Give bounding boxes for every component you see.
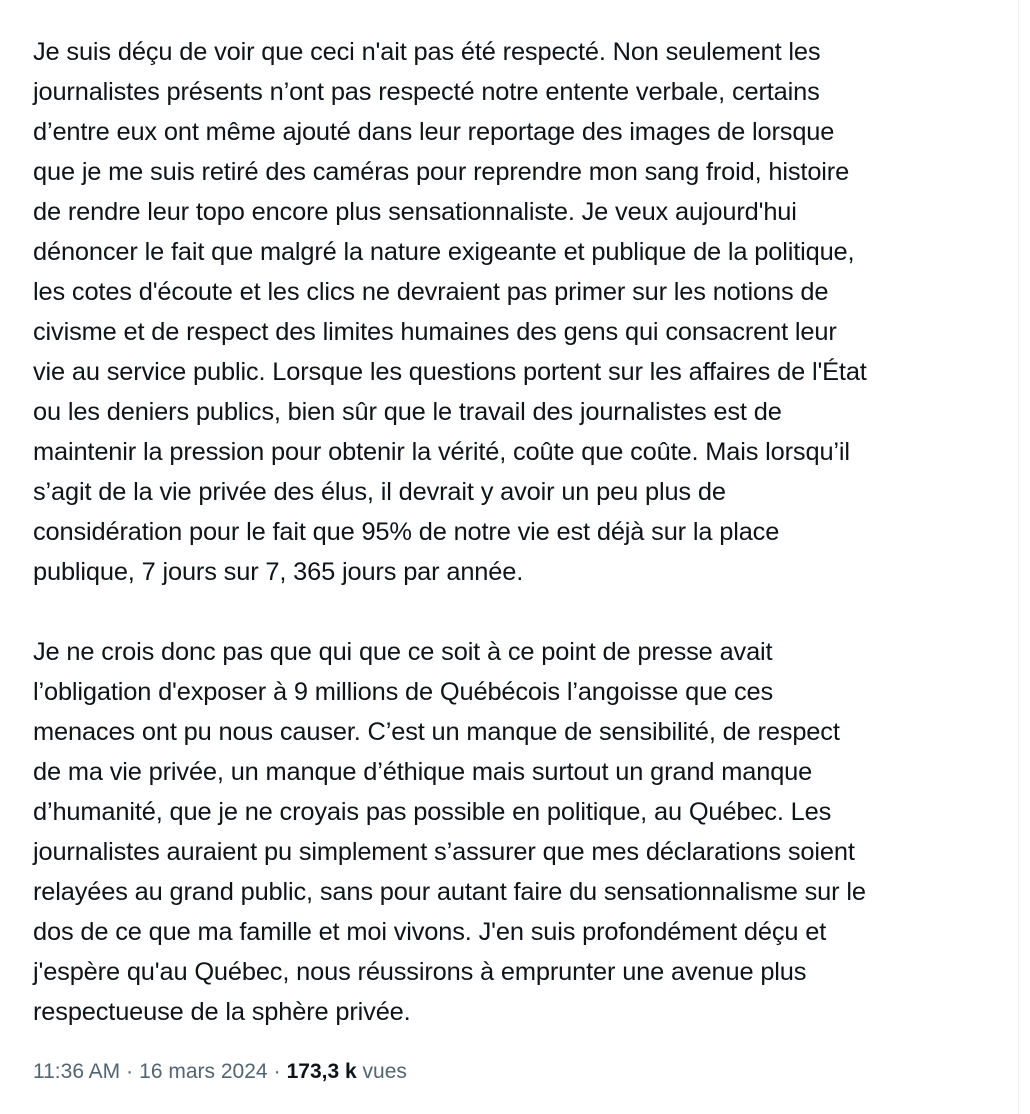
text-line: de ma vie privée, un manque d’éthique mais surtout un grand manque	[33, 758, 813, 786]
separator-dot: ·	[126, 1060, 134, 1083]
separator-dot: ·	[273, 1060, 281, 1083]
text-line: vie au service public. Lorsque les questions portent sur les affaires de l'État	[33, 358, 867, 386]
tweet-time: 11:36 AM	[33, 1060, 121, 1083]
tweet-body-text	[33, 32, 998, 1032]
text-line: j'espère qu'au Québec, nous réussirons à emprunter une avenue plus	[33, 958, 807, 986]
tweet-date: 16 mars 2024	[139, 1060, 268, 1083]
text-line: les cotes d'écoute et les clics ne devraient pas primer sur les notions de	[33, 278, 829, 306]
text-line: Je ne crois donc pas que qui que ce soit à ce point de presse avait	[33, 638, 773, 666]
text-line: que je me suis retiré des caméras pour reprendre mon sang froid, histoire	[33, 158, 850, 186]
text-line: dos de ce que ma famille et moi vivons. J'en suis profondément déçu et	[33, 918, 827, 946]
tweet-paragraph-2	[33, 632, 998, 1032]
text-line: d’humanité, que je ne croyais pas possible en politique, au Québec. Les	[33, 798, 832, 826]
text-line: considération pour le fait que 95% de notre vie est déjà sur la place	[33, 518, 780, 546]
text-line: de rendre leur topo encore plus sensationnaliste. Je veux aujourd'hui	[33, 198, 797, 226]
tweet-metadata	[33, 1057, 407, 1087]
views-label: vues	[362, 1060, 407, 1083]
text-line: journalistes présents n’ont pas respecté notre entente verbale, certains	[33, 78, 820, 106]
text-line: l’obligation d'exposer à 9 millions de Québécois l’angoisse que ces	[33, 678, 774, 706]
text-line: s’agit de la vie privée des élus, il devrait y avoir un peu plus de	[33, 478, 726, 506]
text-line: journalistes auraient pu simplement s’assurer que mes déclarations soient	[33, 838, 855, 866]
text-line: dénoncer le fait que malgré la nature exigeante et publique de la politique,	[33, 238, 855, 266]
text-line: d’entre eux ont même ajouté dans leur reportage des images de lorsque	[33, 118, 835, 146]
text-line: Je suis déçu de voir que ceci n'ait pas été respecté. Non seulement les	[33, 38, 821, 66]
text-line: publique, 7 jours sur 7, 365 jours par année.	[33, 558, 524, 586]
text-line: maintenir la pression pour obtenir la vérité, coûte que coûte. Mais lorsqu’il	[33, 438, 850, 466]
tweet-paragraph-1	[33, 32, 998, 592]
tweet-timestamp-link[interactable]	[33, 1060, 268, 1083]
text-line: relayées au grand public, sans pour autant faire du sensationnalisme sur le	[33, 878, 866, 906]
text-line: civisme et de respect des limites humaines des gens qui consacrent leur	[33, 318, 837, 346]
views-count: 173,3 k	[286, 1060, 357, 1083]
text-line: menaces ont pu nous causer. C’est un manque de sensibilité, de respect	[33, 718, 840, 746]
text-line: ou les deniers publics, bien sûr que le travail des journalistes est de	[33, 398, 782, 426]
text-line: respectueuse de la sphère privée.	[33, 998, 411, 1026]
